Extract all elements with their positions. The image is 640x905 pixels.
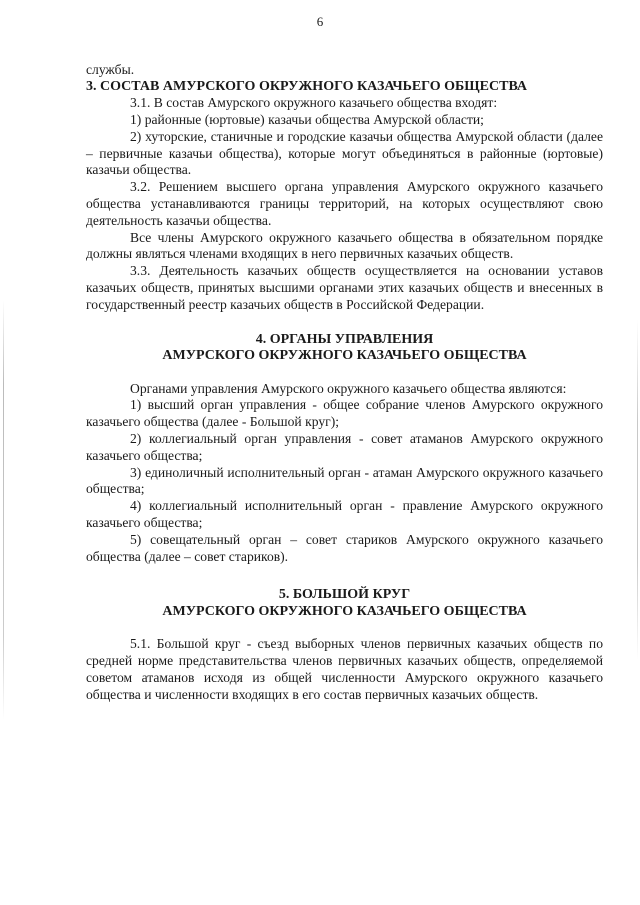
- section-4-heading: [86, 332, 603, 365]
- section-3-paragraph: 3.2. Решением высшего органа управления Амурского окружного казачьего общества устанавливаются границы территорий, на которых осуществляют свою деятельность казачьи общества.: [86, 179, 603, 228]
- section-4-heading-line2: АМУРСКОГО ОКРУЖНОГО КАЗАЧЬЕГО ОБЩЕСТВА: [162, 348, 527, 364]
- section-5-heading-line2: АМУРСКОГО ОКРУЖНОГО КАЗАЧЬЕГО ОБЩЕСТВА: [162, 603, 527, 619]
- document-body: [86, 62, 603, 704]
- scan-edge-left: [3, 300, 4, 720]
- section-3-paragraph: Все члены Амурского окружного казачьего общества в обязательном порядке должны являться членами входящих в него первичных казачьих обществ.: [86, 229, 603, 262]
- section-3-heading: 3. СОСТАВ АМУРСКОГО ОКРУЖНОГО КАЗАЧЬЕГО ОБЩЕСТВА: [86, 78, 528, 94]
- section-4-paragraph: 3) единоличный исполнительный орган - атаман Амурского окружного казачьего общества;: [86, 464, 603, 497]
- section-3-paragraph: 1) районные (юртовые) казачьи общества Амурской области;: [130, 112, 484, 128]
- section-3-paragraph: 2) хуторские, станичные и городские казачьи общества Амурской области (далее – первичные казачьи общества), которые могут объединяться в районные (юртовые) казачьи общества.: [86, 128, 603, 178]
- section-3-paragraph: 3.3. Деятельность казачьих обществ осуществляется на основании уставов казачьих обществ, принятых высшими органами этих казачьих обществ и внесенных в государственный реестр казачьих обществ в Российской Федерации.: [86, 263, 603, 312]
- section-4-heading-line1: 4. ОРГАНЫ УПРАВЛЕНИЯ: [255, 331, 434, 347]
- section-4-paragraph: 5) совещательный орган – совет стариков Амурского окружного казачьего общества (далее – совет стариков).: [86, 531, 603, 564]
- section-3-paragraph: 3.1. В состав Амурского окружного казачьего общества входят:: [130, 95, 498, 111]
- scan-edge-right: [637, 320, 638, 660]
- section-5-paragraph: 5.1. Большой круг - съезд выборных членов первичных казачьих обществ по средней норме представительства членов первичных казачьих обществ, определяемой советом атаманов исходя из общей численности Амурского окружного казачьего общества и численности входящих в его состав первичных казачьих обществ.: [86, 636, 603, 702]
- section-4-paragraph: Органами управления Амурского окружного казачьего общества являются:: [130, 380, 567, 396]
- section-4-paragraph: 4) коллегиальный исполнительный орган - правление Амурского окружного казачьего общества;: [86, 498, 603, 531]
- section-4-paragraph: 1) высший орган управления - общее собрание членов Амурского окружного казачьего общества (далее - Большой круг);: [86, 397, 603, 430]
- section-5-heading-line1: 5. БОЛЬШОЙ КРУГ: [278, 587, 411, 603]
- section-4-paragraph: 2) коллегиальный орган управления - совет атаманов Амурского окружного казачьего общества;: [86, 431, 603, 463]
- page-number: 6: [316, 14, 324, 29]
- continuation-text: службы.: [86, 62, 135, 77]
- section-5-heading: [86, 587, 603, 620]
